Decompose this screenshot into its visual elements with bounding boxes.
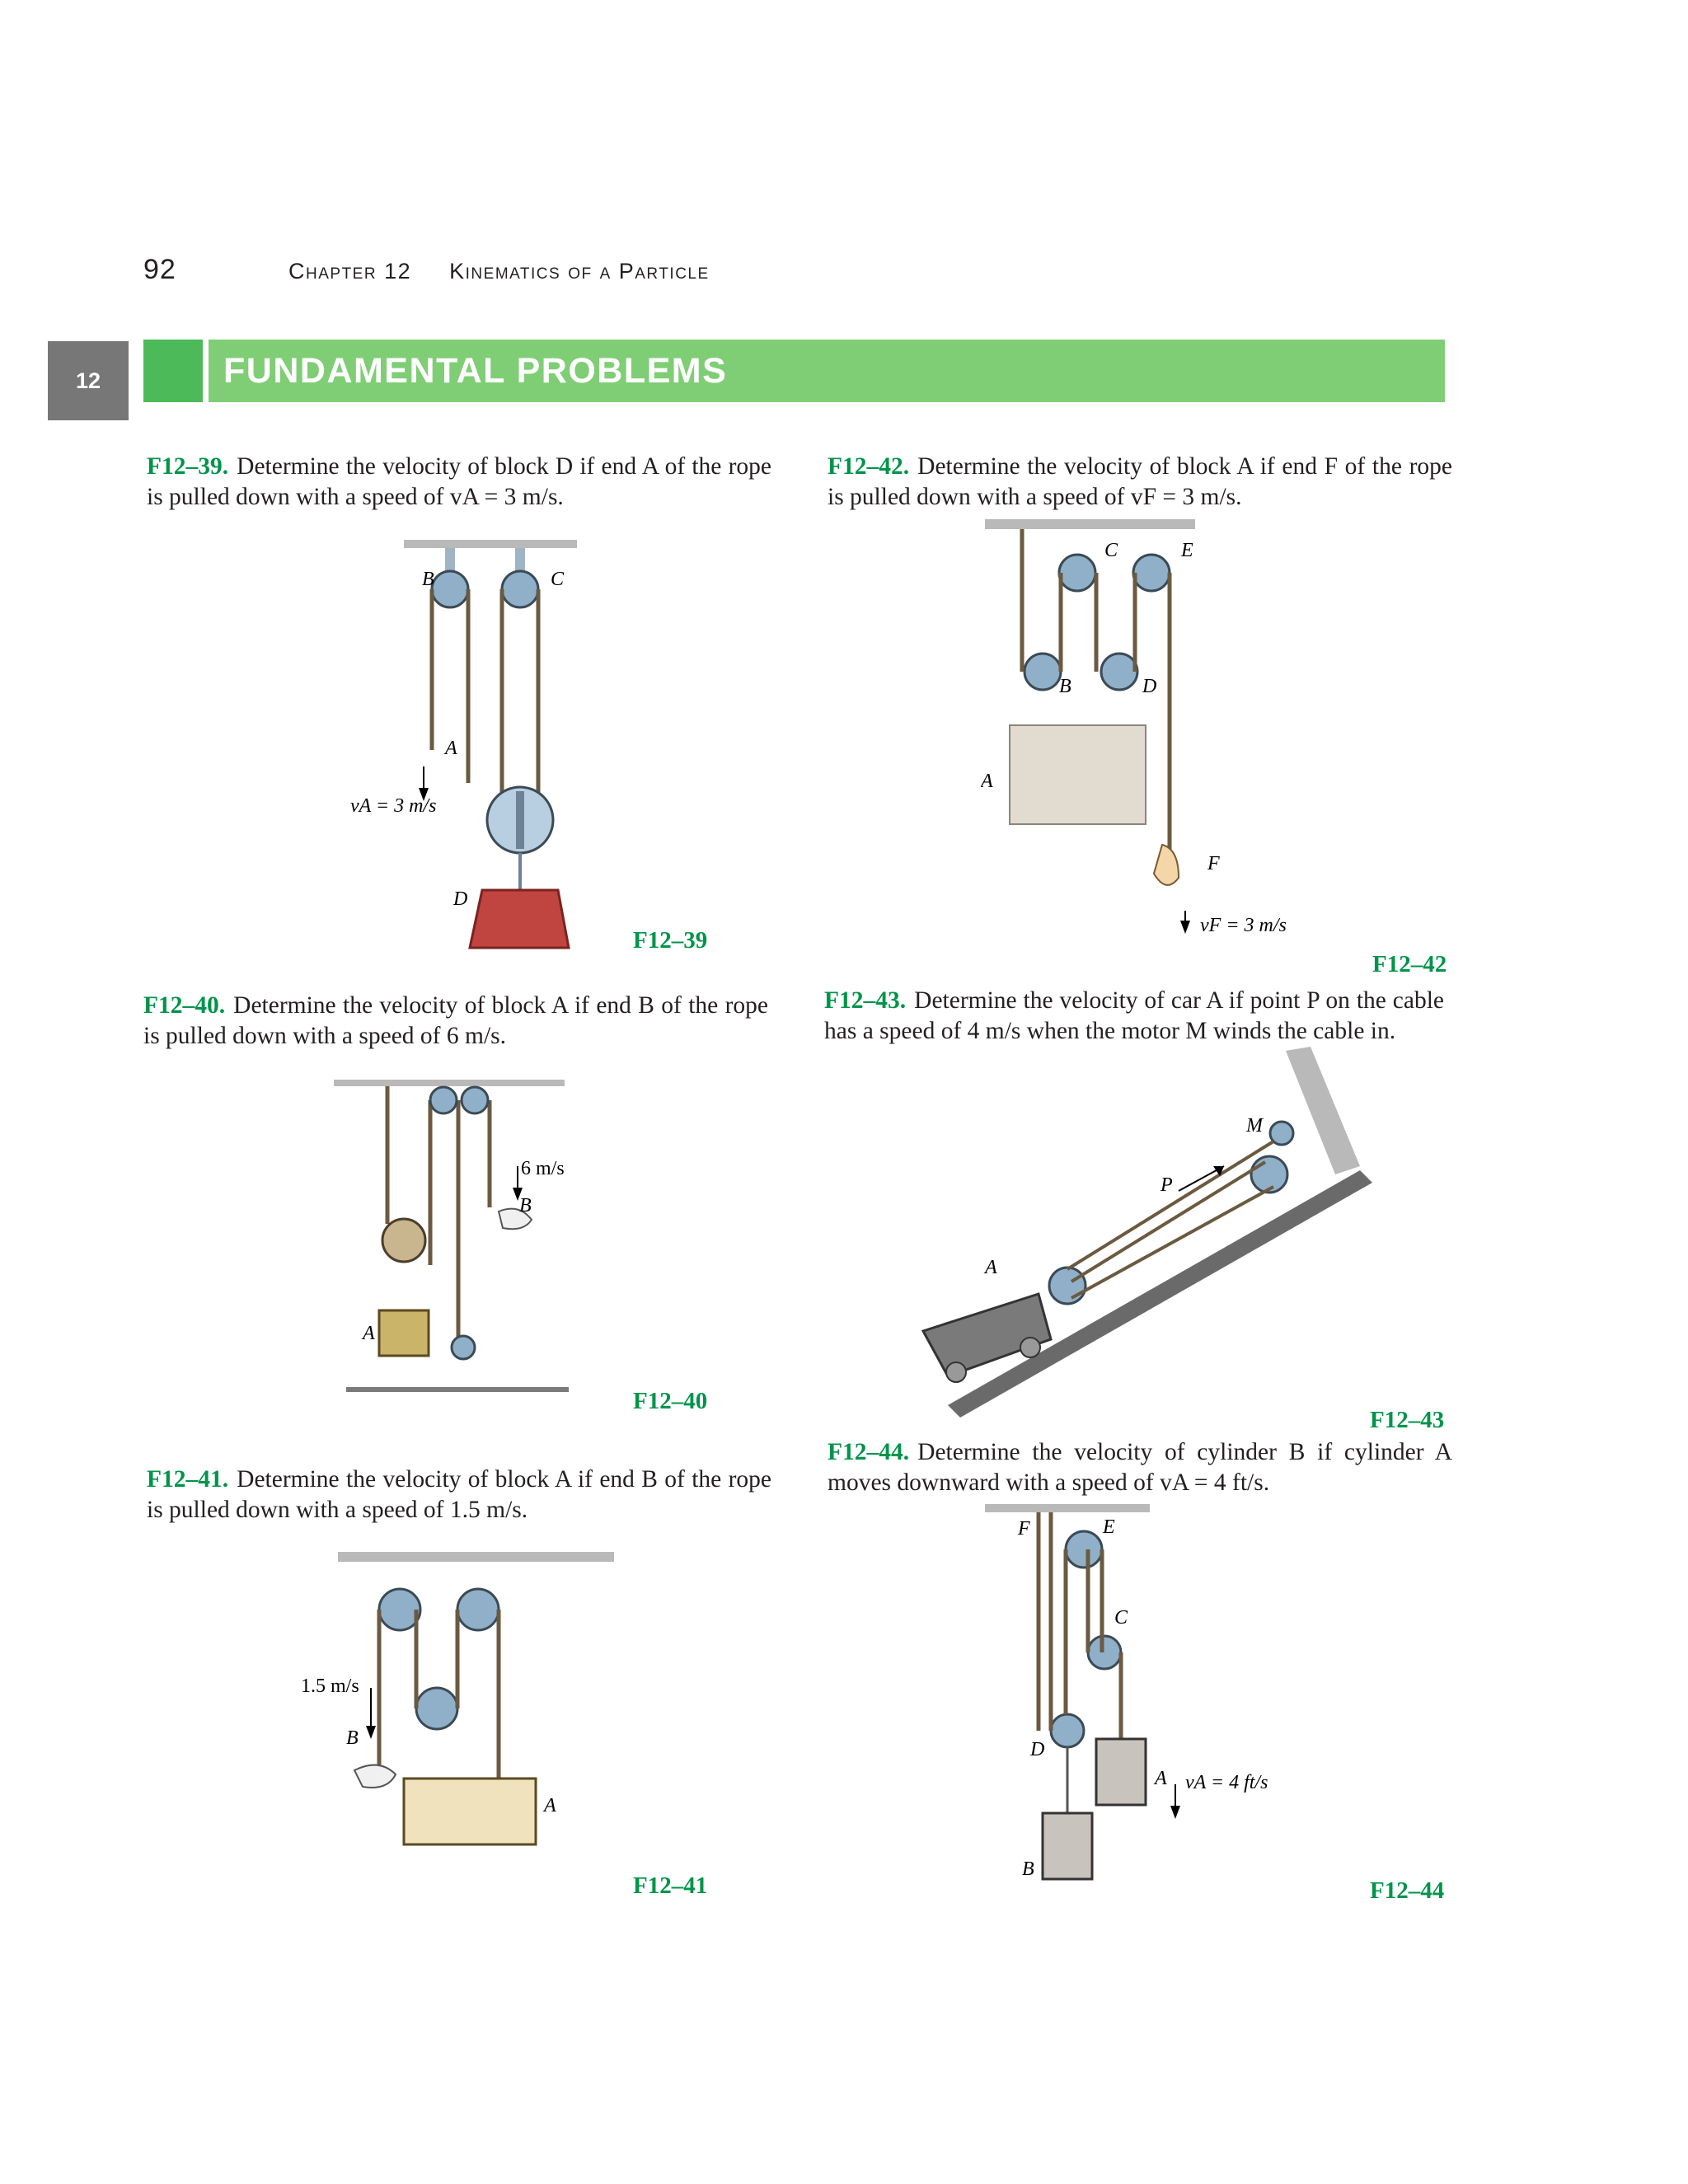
figure-f12-41 [293, 1548, 622, 1894]
chapter-label: Chapter 12 [288, 259, 412, 284]
problem-text: Determine the velocity of block D if end A of the rope is pulled down with a speed of vA = 3 m/s. [147, 453, 771, 510]
label-c: C [1104, 540, 1118, 561]
page-number: 92 [143, 254, 176, 285]
figure-label-f12-39: F12–39 [633, 927, 708, 954]
figure-label-f12-40: F12–40 [633, 1388, 708, 1414]
problem-number: F12–44. [828, 1439, 910, 1465]
figure-label-f12-44: F12–44 [1370, 1877, 1445, 1904]
label-f: F [1207, 853, 1220, 874]
problem-f12-44 [828, 1437, 1452, 1498]
problem-text: Determine the velocity of block A if end B of the rope is pulled down with a speed of 1.5 m/s. [147, 1466, 771, 1523]
figure-f12-42 [981, 515, 1327, 944]
problem-f12-42 [828, 452, 1452, 513]
label-m: M [1246, 1115, 1263, 1137]
label-e: E [1103, 1516, 1115, 1538]
figure-label-f12-43: F12–43 [1370, 1407, 1445, 1433]
label-b: B [346, 1727, 359, 1749]
label-d: D [453, 888, 468, 910]
problem-number: F12–42. [828, 453, 910, 480]
label-b: B [1059, 676, 1071, 697]
label-a: A [981, 771, 993, 792]
problem-f12-43 [824, 986, 1444, 1047]
label-c: C [551, 569, 565, 590]
problem-text: Determine the velocity of block A if end F of the rope is pulled down with a speed of vF = 3 m/s. [828, 453, 1452, 510]
label-e: E [1181, 540, 1193, 561]
banner-accent-square [143, 340, 203, 402]
label-c: C [1114, 1607, 1128, 1629]
label-f: F [1018, 1518, 1030, 1540]
problem-number: F12–43. [824, 987, 907, 1014]
figure-f12-43 [898, 1043, 1376, 1422]
problem-number: F12–41. [147, 1466, 229, 1493]
label-b: B [1022, 1858, 1034, 1880]
figure-label-f12-42: F12–42 [1372, 951, 1447, 977]
label-speed: 6 m/s [521, 1158, 565, 1179]
problem-text: Determine the velocity of block A if end B of the rope is pulled down with a speed of 6 m/s. [143, 992, 768, 1049]
problem-f12-41 [147, 1465, 771, 1526]
label-speed: vF = 3 m/s [1200, 915, 1287, 936]
label-a: A [363, 1323, 375, 1344]
label-speed: vA = 4 ft/s [1185, 1772, 1268, 1793]
label-a: A [1155, 1768, 1167, 1789]
figure-label-f12-41: F12–41 [633, 1872, 708, 1899]
label-a: A [544, 1795, 556, 1816]
chapter-title: Kinematics of a Particle [449, 259, 710, 284]
figure-f12-44 [973, 1500, 1319, 1896]
label-speed: vA = 3 m/s [350, 795, 437, 817]
chapter-running-head [288, 259, 710, 292]
problem-number: F12–39. [147, 453, 229, 480]
label-a: A [445, 738, 457, 759]
figure-f12-39 [330, 536, 610, 964]
problem-f12-40 [143, 991, 768, 1052]
label-d: D [1030, 1739, 1045, 1760]
problem-text: Determine the velocity of cylinder B if cylinder A moves downward with a speed of vA = 4 ft/s. [828, 1439, 1452, 1496]
chapter-side-tab: 12 [48, 341, 129, 420]
problem-f12-39 [147, 452, 771, 513]
problem-number: F12–40. [143, 992, 226, 1019]
label-b: B [519, 1195, 532, 1216]
section-title: FUNDAMENTAL PROBLEMS [223, 351, 728, 391]
label-speed: 1.5 m/s [301, 1675, 359, 1697]
label-d: D [1142, 676, 1157, 697]
label-b: B [422, 569, 434, 590]
label-a: A [985, 1257, 997, 1278]
section-banner [209, 340, 1445, 402]
figure-f12-40 [330, 1076, 577, 1397]
problem-text: Determine the velocity of car A if point P on the cable has a speed of 4 m/s when the motor M winds the cable in. [824, 987, 1444, 1044]
label-p: P [1160, 1174, 1173, 1196]
